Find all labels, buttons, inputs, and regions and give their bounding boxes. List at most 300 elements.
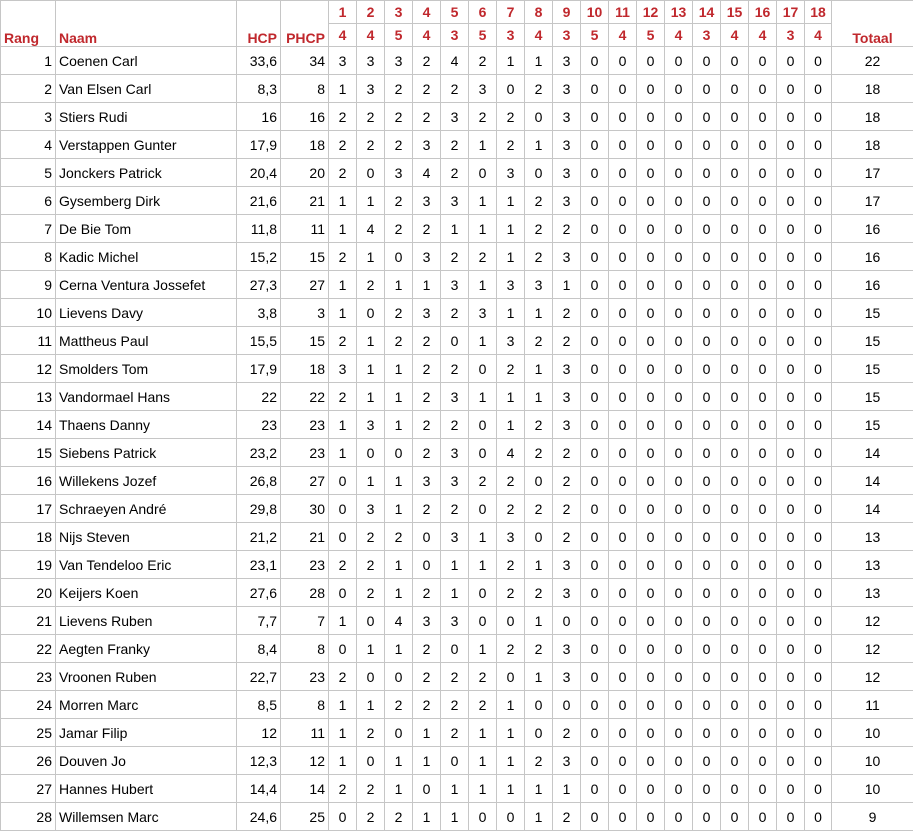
hole-score-cell: 0 <box>329 523 357 551</box>
rank-cell: 15 <box>1 439 56 467</box>
hole-par: 5 <box>385 24 413 47</box>
hole-score-cell: 0 <box>413 523 441 551</box>
hcp-cell: 16 <box>237 103 281 131</box>
hole-score-cell: 0 <box>749 495 777 523</box>
hcp-cell: 27,3 <box>237 271 281 299</box>
hole-number: 16 <box>749 1 777 24</box>
hole-score-cell: 2 <box>413 495 441 523</box>
table-row <box>1 775 913 803</box>
hole-score-cell: 0 <box>749 131 777 159</box>
hole-score-cell: 0 <box>721 187 749 215</box>
hole-score-cell: 0 <box>805 803 832 831</box>
hole-score-cell: 0 <box>525 159 553 187</box>
hole-score-cell: 1 <box>525 131 553 159</box>
hcp-cell: 8,5 <box>237 691 281 719</box>
hole-score-cell: 4 <box>413 159 441 187</box>
table-row <box>1 523 913 551</box>
hole-par: 5 <box>637 24 665 47</box>
hole-score-cell: 0 <box>777 327 805 355</box>
hole-score-cell: 0 <box>693 383 721 411</box>
hole-score-cell: 0 <box>581 775 609 803</box>
phcp-cell: 23 <box>281 411 329 439</box>
total-cell: 22 <box>832 47 913 75</box>
hole-score-cell: 2 <box>385 523 413 551</box>
hole-score-cell: 0 <box>469 355 497 383</box>
player-name-cell: Willemsen Marc <box>56 803 237 831</box>
hole-score-cell: 0 <box>581 215 609 243</box>
hole-number: 14 <box>693 1 721 24</box>
hole-score-cell: 0 <box>637 103 665 131</box>
hole-score-cell: 0 <box>609 691 637 719</box>
total-cell: 16 <box>832 215 913 243</box>
hole-score-cell: 0 <box>665 103 693 131</box>
hole-number: 6 <box>469 1 497 24</box>
player-name-cell: Van Elsen Carl <box>56 75 237 103</box>
hole-score-cell: 0 <box>749 775 777 803</box>
hole-score-cell: 0 <box>581 579 609 607</box>
hole-score-cell: 2 <box>357 103 385 131</box>
hole-score-cell: 1 <box>497 383 525 411</box>
hole-score-cell: 3 <box>413 187 441 215</box>
hole-score-cell: 0 <box>721 747 749 775</box>
hole-score-cell: 0 <box>749 383 777 411</box>
hole-score-cell: 0 <box>805 327 832 355</box>
hole-score-cell: 0 <box>469 495 497 523</box>
hole-score-cell: 0 <box>497 607 525 635</box>
hole-score-cell: 2 <box>413 663 441 691</box>
hole-score-cell: 1 <box>525 551 553 579</box>
rank-cell: 12 <box>1 355 56 383</box>
total-cell: 14 <box>832 439 913 467</box>
hole-score-cell: 0 <box>777 187 805 215</box>
table-row <box>1 803 913 831</box>
hole-score-cell: 0 <box>777 607 805 635</box>
hole-score-cell: 3 <box>413 299 441 327</box>
hole-score-cell: 0 <box>721 243 749 271</box>
phcp-cell: 34 <box>281 47 329 75</box>
hole-score-cell: 0 <box>497 803 525 831</box>
hcp-cell: 22 <box>237 383 281 411</box>
hcp-cell: 17,9 <box>237 355 281 383</box>
hole-score-cell: 0 <box>665 299 693 327</box>
hole-score-cell: 2 <box>497 467 525 495</box>
hole-score-cell: 3 <box>553 75 581 103</box>
hcp-cell: 11,8 <box>237 215 281 243</box>
player-name-cell: Kadic Michel <box>56 243 237 271</box>
hole-score-cell: 2 <box>385 103 413 131</box>
hole-score-cell: 0 <box>777 103 805 131</box>
hole-score-cell: 2 <box>441 75 469 103</box>
hole-par: 5 <box>581 24 609 47</box>
hole-score-cell: 0 <box>665 579 693 607</box>
hole-score-cell: 0 <box>777 579 805 607</box>
hole-score-cell: 0 <box>749 355 777 383</box>
hole-number: 12 <box>637 1 665 24</box>
hole-score-cell: 0 <box>805 383 832 411</box>
table-row <box>1 495 913 523</box>
hole-score-cell: 2 <box>413 103 441 131</box>
hole-number: 17 <box>777 1 805 24</box>
hole-score-cell: 0 <box>721 75 749 103</box>
hole-score-cell: 0 <box>693 75 721 103</box>
hole-score-cell: 2 <box>525 579 553 607</box>
hole-score-cell: 1 <box>413 747 441 775</box>
hole-score-cell: 0 <box>693 215 721 243</box>
hcp-cell: 24,6 <box>237 803 281 831</box>
hole-score-cell: 0 <box>609 243 637 271</box>
hole-score-cell: 3 <box>441 439 469 467</box>
hole-score-cell: 0 <box>721 131 749 159</box>
hole-score-cell: 0 <box>357 439 385 467</box>
hole-score-cell: 0 <box>721 383 749 411</box>
hole-score-cell: 3 <box>553 159 581 187</box>
hole-score-cell: 0 <box>721 355 749 383</box>
total-cell: 13 <box>832 579 913 607</box>
hole-score-cell: 0 <box>609 299 637 327</box>
hole-score-cell: 0 <box>777 551 805 579</box>
hole-score-cell: 0 <box>665 551 693 579</box>
player-name-cell: Lievens Davy <box>56 299 237 327</box>
hole-score-cell: 2 <box>525 439 553 467</box>
rank-cell: 19 <box>1 551 56 579</box>
hole-score-cell: 0 <box>525 467 553 495</box>
hole-number: 3 <box>385 1 413 24</box>
hole-score-cell: 0 <box>777 663 805 691</box>
rank-cell: 14 <box>1 411 56 439</box>
table-row <box>1 243 913 271</box>
hole-score-cell: 0 <box>357 299 385 327</box>
hole-score-cell: 0 <box>805 243 832 271</box>
hole-score-cell: 0 <box>805 551 832 579</box>
hole-score-cell: 0 <box>805 635 832 663</box>
header-totaal: Totaal <box>832 1 913 47</box>
hole-score-cell: 2 <box>525 187 553 215</box>
hole-score-cell: 3 <box>329 355 357 383</box>
hole-score-cell: 1 <box>469 523 497 551</box>
hole-score-cell: 3 <box>441 187 469 215</box>
hole-score-cell: 0 <box>721 495 749 523</box>
total-cell: 15 <box>832 299 913 327</box>
total-cell: 9 <box>832 803 913 831</box>
hole-par: 4 <box>609 24 637 47</box>
hole-score-cell: 0 <box>609 579 637 607</box>
hole-score-cell: 2 <box>413 411 441 439</box>
hole-score-cell: 3 <box>357 411 385 439</box>
hole-score-cell: 0 <box>385 663 413 691</box>
hole-score-cell: 0 <box>721 411 749 439</box>
hole-score-cell: 0 <box>609 439 637 467</box>
hole-score-cell: 1 <box>525 607 553 635</box>
hole-score-cell: 0 <box>385 243 413 271</box>
hole-score-cell: 3 <box>497 271 525 299</box>
hole-score-cell: 0 <box>665 467 693 495</box>
player-name-cell: Vandormael Hans <box>56 383 237 411</box>
hole-score-cell: 0 <box>609 775 637 803</box>
hole-score-cell: 0 <box>721 607 749 635</box>
hole-score-cell: 0 <box>637 187 665 215</box>
hole-score-cell: 0 <box>693 719 721 747</box>
hcp-cell: 8,4 <box>237 635 281 663</box>
hole-score-cell: 1 <box>329 411 357 439</box>
hole-score-cell: 0 <box>665 775 693 803</box>
hole-score-cell: 2 <box>329 383 357 411</box>
total-cell: 13 <box>832 523 913 551</box>
hole-score-cell: 2 <box>413 47 441 75</box>
total-cell: 17 <box>832 187 913 215</box>
table-row <box>1 47 913 75</box>
hole-score-cell: 0 <box>693 523 721 551</box>
hole-score-cell: 1 <box>469 271 497 299</box>
hole-score-cell: 0 <box>441 635 469 663</box>
hole-score-cell: 2 <box>525 327 553 355</box>
hole-number: 2 <box>357 1 385 24</box>
hole-score-cell: 0 <box>637 803 665 831</box>
hcp-cell: 7,7 <box>237 607 281 635</box>
hole-score-cell: 0 <box>749 411 777 439</box>
hole-score-cell: 2 <box>329 775 357 803</box>
hole-score-cell: 2 <box>413 691 441 719</box>
table-row <box>1 327 913 355</box>
hole-score-cell: 2 <box>441 299 469 327</box>
hole-score-cell: 0 <box>665 747 693 775</box>
player-name-cell: Smolders Tom <box>56 355 237 383</box>
hole-score-cell: 3 <box>441 103 469 131</box>
hole-score-cell: 0 <box>693 747 721 775</box>
hole-score-cell: 0 <box>721 467 749 495</box>
hole-score-cell: 1 <box>385 383 413 411</box>
hole-score-cell: 0 <box>693 243 721 271</box>
hole-score-cell: 0 <box>749 607 777 635</box>
hole-par: 4 <box>665 24 693 47</box>
hole-score-cell: 0 <box>637 159 665 187</box>
hole-score-cell: 1 <box>441 775 469 803</box>
hole-score-cell: 0 <box>721 803 749 831</box>
hole-score-cell: 0 <box>525 523 553 551</box>
hole-par: 5 <box>469 24 497 47</box>
hole-score-cell: 0 <box>777 47 805 75</box>
hole-score-cell: 0 <box>609 271 637 299</box>
hole-score-cell: 0 <box>525 691 553 719</box>
hole-score-cell: 0 <box>665 131 693 159</box>
hole-score-cell: 2 <box>357 719 385 747</box>
hole-score-cell: 0 <box>637 271 665 299</box>
hole-score-cell: 0 <box>581 635 609 663</box>
hole-score-cell: 0 <box>665 187 693 215</box>
hole-score-cell: 0 <box>805 215 832 243</box>
hole-score-cell: 1 <box>469 187 497 215</box>
hole-score-cell: 1 <box>441 551 469 579</box>
header-phcp: PHCP <box>281 1 329 47</box>
hole-score-cell: 2 <box>441 131 469 159</box>
hole-score-cell: 2 <box>329 131 357 159</box>
table-row <box>1 551 913 579</box>
hole-score-cell: 2 <box>441 355 469 383</box>
hole-score-cell: 3 <box>441 467 469 495</box>
hole-score-cell: 0 <box>413 775 441 803</box>
hcp-cell: 21,2 <box>237 523 281 551</box>
total-cell: 15 <box>832 355 913 383</box>
hole-score-cell: 1 <box>497 243 525 271</box>
hole-score-cell: 0 <box>749 215 777 243</box>
hole-score-cell: 0 <box>441 747 469 775</box>
total-cell: 18 <box>832 75 913 103</box>
phcp-cell: 30 <box>281 495 329 523</box>
hole-score-cell: 0 <box>637 439 665 467</box>
player-name-cell: Siebens Patrick <box>56 439 237 467</box>
player-name-cell: Douven Jo <box>56 747 237 775</box>
hole-score-cell: 2 <box>385 75 413 103</box>
player-name-cell: Aegten Franky <box>56 635 237 663</box>
hole-score-cell: 0 <box>637 467 665 495</box>
hole-par: 4 <box>805 24 832 47</box>
hole-score-cell: 0 <box>693 495 721 523</box>
hole-score-cell: 0 <box>777 75 805 103</box>
hole-score-cell: 0 <box>721 215 749 243</box>
phcp-cell: 3 <box>281 299 329 327</box>
hole-score-cell: 1 <box>357 327 385 355</box>
hole-score-cell: 0 <box>665 635 693 663</box>
phcp-cell: 14 <box>281 775 329 803</box>
hole-score-cell: 1 <box>441 215 469 243</box>
hole-score-cell: 2 <box>329 551 357 579</box>
hole-score-cell: 1 <box>413 719 441 747</box>
hole-score-cell: 1 <box>413 271 441 299</box>
hole-score-cell: 0 <box>749 271 777 299</box>
hole-score-cell: 0 <box>749 299 777 327</box>
hole-score-cell: 0 <box>581 551 609 579</box>
hole-score-cell: 0 <box>609 159 637 187</box>
hole-score-cell: 2 <box>525 747 553 775</box>
hole-score-cell: 2 <box>357 523 385 551</box>
hole-score-cell: 1 <box>469 327 497 355</box>
rank-cell: 10 <box>1 299 56 327</box>
hole-score-cell: 0 <box>805 299 832 327</box>
hole-score-cell: 1 <box>385 467 413 495</box>
hole-score-cell: 2 <box>413 579 441 607</box>
hole-score-cell: 0 <box>693 775 721 803</box>
hole-score-cell: 2 <box>469 467 497 495</box>
hole-score-cell: 2 <box>525 215 553 243</box>
hole-par: 4 <box>329 24 357 47</box>
hole-par: 4 <box>721 24 749 47</box>
rank-cell: 13 <box>1 383 56 411</box>
hole-score-cell: 0 <box>609 355 637 383</box>
hole-number: 15 <box>721 1 749 24</box>
rank-cell: 7 <box>1 215 56 243</box>
rank-cell: 27 <box>1 775 56 803</box>
table-row <box>1 691 913 719</box>
hole-score-cell: 0 <box>777 383 805 411</box>
hcp-cell: 33,6 <box>237 47 281 75</box>
hcp-cell: 12,3 <box>237 747 281 775</box>
hole-score-cell: 0 <box>637 775 665 803</box>
hole-score-cell: 0 <box>805 271 832 299</box>
hole-score-cell: 0 <box>665 271 693 299</box>
total-cell: 14 <box>832 467 913 495</box>
hole-score-cell: 0 <box>609 131 637 159</box>
hole-score-cell: 0 <box>721 271 749 299</box>
hole-score-cell: 0 <box>805 187 832 215</box>
hole-score-cell: 0 <box>469 439 497 467</box>
hole-number: 10 <box>581 1 609 24</box>
hcp-cell: 23,2 <box>237 439 281 467</box>
hole-score-cell: 0 <box>777 523 805 551</box>
hole-score-cell: 0 <box>637 411 665 439</box>
hole-score-cell: 0 <box>329 803 357 831</box>
hole-score-cell: 1 <box>497 411 525 439</box>
hole-score-cell: 0 <box>693 131 721 159</box>
hcp-cell: 14,4 <box>237 775 281 803</box>
hole-score-cell: 2 <box>441 691 469 719</box>
player-name-cell: Vroonen Ruben <box>56 663 237 691</box>
hole-score-cell: 0 <box>497 663 525 691</box>
hole-score-cell: 0 <box>609 523 637 551</box>
hole-par: 3 <box>777 24 805 47</box>
hole-score-cell: 0 <box>749 803 777 831</box>
rank-cell: 3 <box>1 103 56 131</box>
hole-score-cell: 0 <box>749 47 777 75</box>
hole-score-cell: 0 <box>665 607 693 635</box>
hole-score-cell: 2 <box>525 75 553 103</box>
hole-score-cell: 0 <box>665 355 693 383</box>
hole-score-cell: 0 <box>693 467 721 495</box>
player-name-cell: Schraeyen André <box>56 495 237 523</box>
player-name-cell: Hannes Hubert <box>56 775 237 803</box>
hole-score-cell: 3 <box>441 607 469 635</box>
table-row <box>1 579 913 607</box>
hole-score-cell: 0 <box>749 719 777 747</box>
hole-score-cell: 0 <box>777 271 805 299</box>
hole-par: 3 <box>553 24 581 47</box>
hole-score-cell: 0 <box>749 523 777 551</box>
hole-score-cell: 1 <box>357 355 385 383</box>
total-cell: 18 <box>832 103 913 131</box>
hole-score-cell: 2 <box>441 719 469 747</box>
hole-score-cell: 2 <box>553 215 581 243</box>
hcp-cell: 29,8 <box>237 495 281 523</box>
table-row <box>1 299 913 327</box>
hcp-cell: 3,8 <box>237 299 281 327</box>
hole-score-cell: 4 <box>497 439 525 467</box>
hole-score-cell: 3 <box>329 47 357 75</box>
hole-score-cell: 0 <box>721 775 749 803</box>
table-row <box>1 159 913 187</box>
hole-number: 4 <box>413 1 441 24</box>
hole-score-cell: 0 <box>777 439 805 467</box>
hole-score-cell: 0 <box>693 439 721 467</box>
hole-score-cell: 0 <box>469 579 497 607</box>
hole-score-cell: 1 <box>525 355 553 383</box>
hole-score-cell: 0 <box>581 75 609 103</box>
hole-score-cell: 0 <box>665 719 693 747</box>
hole-score-cell: 0 <box>749 159 777 187</box>
rank-cell: 17 <box>1 495 56 523</box>
player-name-cell: Cerna Ventura Jossefet <box>56 271 237 299</box>
hole-score-cell: 0 <box>581 691 609 719</box>
hole-score-cell: 0 <box>581 411 609 439</box>
phcp-cell: 15 <box>281 243 329 271</box>
table-row <box>1 411 913 439</box>
phcp-cell: 23 <box>281 439 329 467</box>
hole-score-cell: 0 <box>665 383 693 411</box>
hole-score-cell: 2 <box>357 579 385 607</box>
hole-score-cell: 1 <box>553 271 581 299</box>
hole-score-cell: 3 <box>413 243 441 271</box>
hole-score-cell: 0 <box>777 215 805 243</box>
hole-score-cell: 2 <box>357 131 385 159</box>
hole-score-cell: 1 <box>357 243 385 271</box>
player-name-cell: Gysemberg Dirk <box>56 187 237 215</box>
